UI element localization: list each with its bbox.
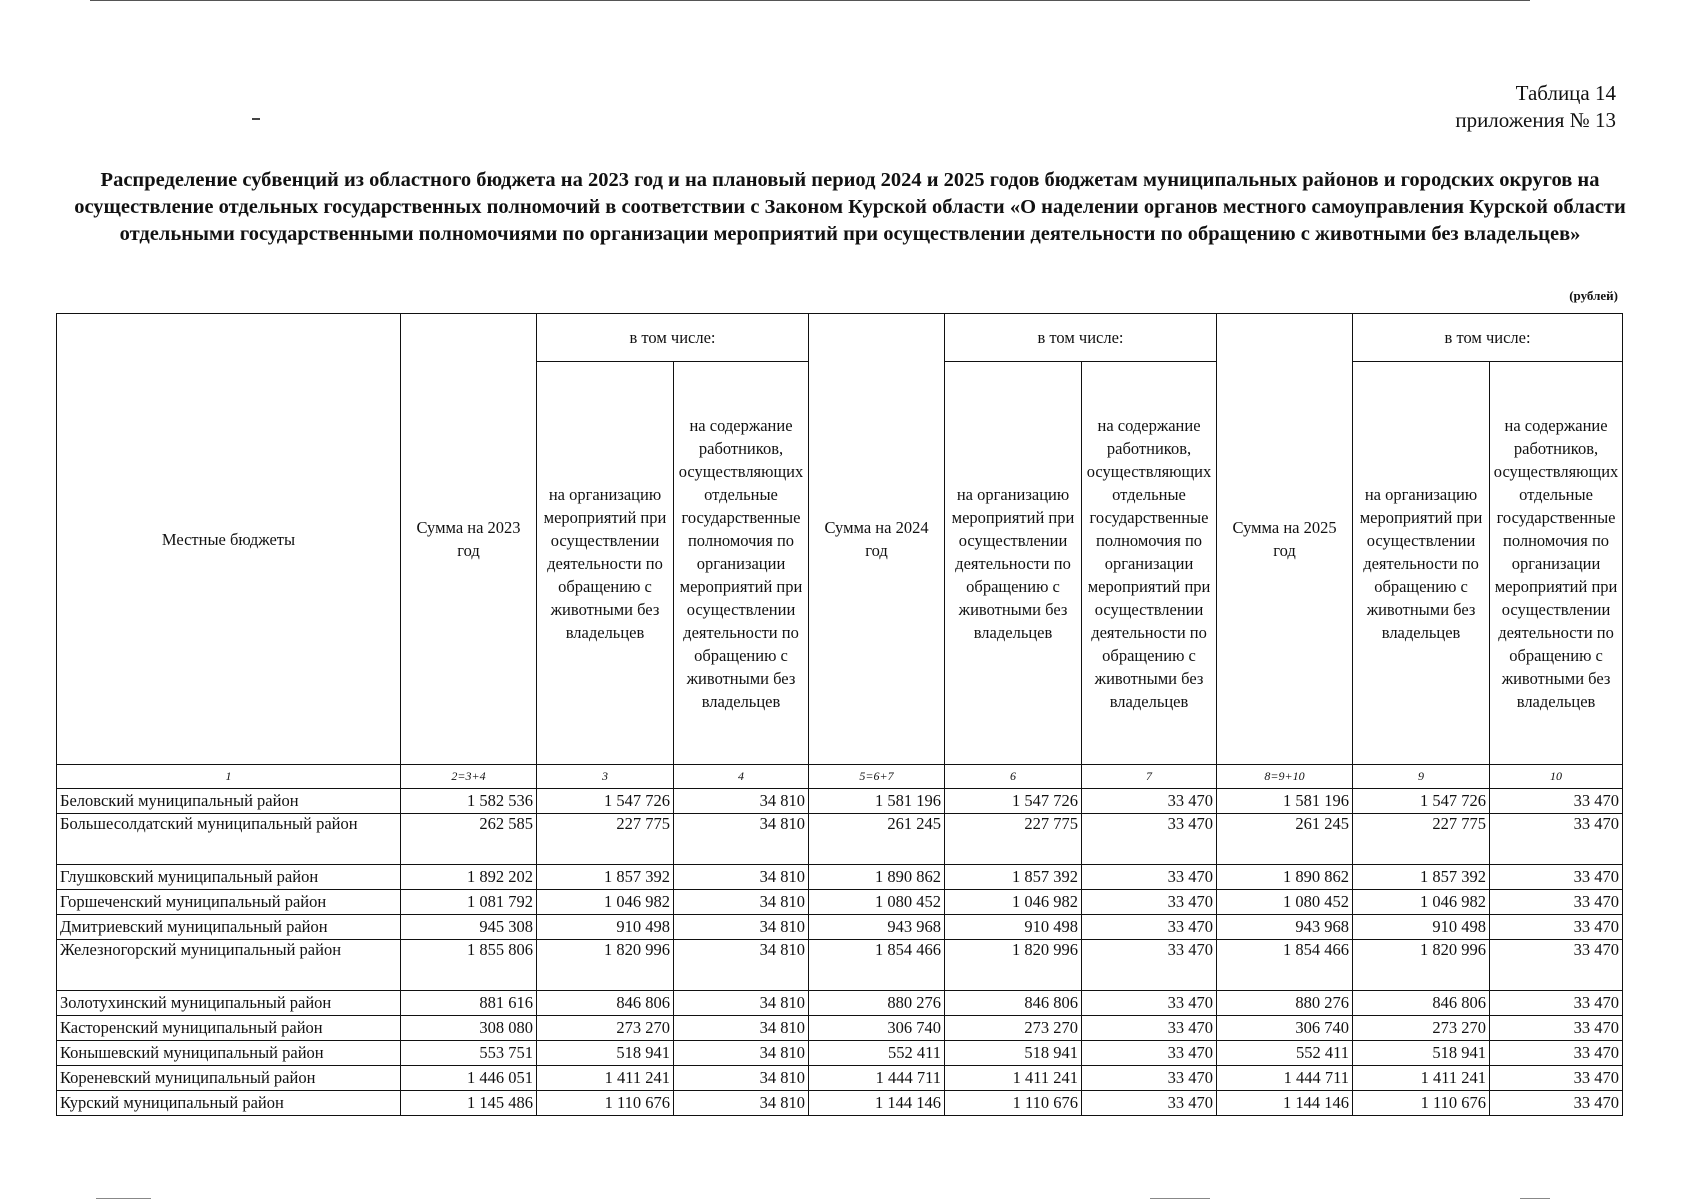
row-budget-name: Конышевский муниципальный район	[57, 1041, 401, 1066]
column-number: 9	[1353, 765, 1490, 789]
row-value-col-5: 1 444 711	[809, 1066, 945, 1091]
header-group-row	[57, 314, 1623, 362]
row-value-col-9: 846 806	[1353, 991, 1490, 1016]
header-sum-2023: Сумма на 2023 год	[401, 314, 537, 765]
column-number: 4	[674, 765, 809, 789]
row-value-col-8: 1 854 466	[1217, 940, 1353, 991]
row-value-col-4: 34 810	[674, 940, 809, 991]
column-number: 8=9+10	[1217, 765, 1353, 789]
table-row	[57, 1041, 1623, 1066]
row-budget-name: Курский муниципальный район	[57, 1091, 401, 1116]
row-value-col-7: 33 470	[1082, 1016, 1217, 1041]
row-value-col-7: 33 470	[1082, 991, 1217, 1016]
row-value-col-4: 34 810	[674, 1041, 809, 1066]
row-value-col-6: 273 270	[945, 1016, 1082, 1041]
scan-mark	[1150, 1198, 1210, 1199]
row-value-col-8: 1 444 711	[1217, 1066, 1353, 1091]
row-value-col-10: 33 470	[1490, 1066, 1623, 1091]
header-including-2023: в том числе:	[537, 314, 809, 362]
table-row	[57, 1016, 1623, 1041]
row-value-col-10: 33 470	[1490, 1091, 1623, 1116]
row-value-col-8: 1 581 196	[1217, 789, 1353, 814]
column-number: 10	[1490, 765, 1623, 789]
row-value-col-5: 552 411	[809, 1041, 945, 1066]
row-value-col-7: 33 470	[1082, 789, 1217, 814]
header-including-2024: в том числе:	[945, 314, 1217, 362]
header-maintenance-2024: на содержание работников, осуществляющих отдельные государственные полномочия по организации мероприятий при осуществлении деятельности по обращению с животными без владельцев	[1082, 362, 1217, 765]
row-value-col-5: 1 581 196	[809, 789, 945, 814]
row-value-col-6: 846 806	[945, 991, 1082, 1016]
row-value-col-2: 1 446 051	[401, 1066, 537, 1091]
row-value-col-8: 1 890 862	[1217, 865, 1353, 890]
row-value-col-7: 33 470	[1082, 940, 1217, 991]
row-value-col-5: 261 245	[809, 814, 945, 865]
header-maintenance-2025: на содержание работников, осуществляющих отдельные государственные полномочия по организации мероприятий при осуществлении деятельности по обращению с животными без владельцев	[1490, 362, 1623, 765]
row-value-col-10: 33 470	[1490, 1016, 1623, 1041]
row-value-col-4: 34 810	[674, 991, 809, 1016]
row-value-col-5: 1 144 146	[809, 1091, 945, 1116]
row-value-col-7: 33 470	[1082, 915, 1217, 940]
row-value-col-4: 34 810	[674, 890, 809, 915]
row-value-col-3: 1 411 241	[537, 1066, 674, 1091]
row-value-col-8: 1 080 452	[1217, 890, 1353, 915]
row-value-col-6: 1 046 982	[945, 890, 1082, 915]
table-row	[57, 1091, 1623, 1116]
row-value-col-3: 273 270	[537, 1016, 674, 1041]
row-value-col-2: 553 751	[401, 1041, 537, 1066]
row-value-col-9: 273 270	[1353, 1016, 1490, 1041]
table-row	[57, 789, 1623, 814]
row-value-col-3: 910 498	[537, 915, 674, 940]
row-value-col-8: 306 740	[1217, 1016, 1353, 1041]
row-value-col-10: 33 470	[1490, 865, 1623, 890]
row-value-col-6: 910 498	[945, 915, 1082, 940]
table-row	[57, 991, 1623, 1016]
row-value-col-3: 518 941	[537, 1041, 674, 1066]
row-value-col-10: 33 470	[1490, 1041, 1623, 1066]
row-value-col-7: 33 470	[1082, 1091, 1217, 1116]
table-row	[57, 890, 1623, 915]
row-budget-name: Горшеченский муниципальный район	[57, 890, 401, 915]
row-value-col-2: 1 145 486	[401, 1091, 537, 1116]
row-value-col-4: 34 810	[674, 915, 809, 940]
row-value-col-5: 1 854 466	[809, 940, 945, 991]
table-row	[57, 865, 1623, 890]
document-title: Распределение субвенций из областного бюджета на 2023 год и на плановый период 2024 и 2025 годов бюджетам муниципальных районов и городских округов на осуществление отдельных государственных полномочий в соответствии с Законом Курской области «О наделении органов местного самоуправления Курской области отдельными государственными полномочиями по организации мероприятий при осуществлении деятельности по обращению с животными без владельцев»	[74, 169, 1626, 245]
row-value-col-9: 1 411 241	[1353, 1066, 1490, 1091]
scan-mark	[252, 118, 260, 120]
row-value-col-2: 945 308	[401, 915, 537, 940]
column-number: 7	[1082, 765, 1217, 789]
row-value-col-5: 306 740	[809, 1016, 945, 1041]
header-local-budgets: Местные бюджеты	[57, 314, 401, 765]
row-value-col-4: 34 810	[674, 814, 809, 865]
scan-mark	[96, 1198, 151, 1199]
row-value-col-6: 227 775	[945, 814, 1082, 865]
row-value-col-9: 910 498	[1353, 915, 1490, 940]
column-number: 1	[57, 765, 401, 789]
row-value-col-7: 33 470	[1082, 1066, 1217, 1091]
row-value-col-3: 1 110 676	[537, 1091, 674, 1116]
row-value-col-7: 33 470	[1082, 890, 1217, 915]
row-value-col-9: 1 857 392	[1353, 865, 1490, 890]
column-number: 3	[537, 765, 674, 789]
table-body	[57, 789, 1623, 1116]
row-budget-name: Дмитриевский муниципальный район	[57, 915, 401, 940]
column-number: 2=3+4	[401, 765, 537, 789]
row-value-col-7: 33 470	[1082, 1041, 1217, 1066]
header-organization-2025: на организацию мероприятий при осуществлении деятельности по обращению с животными без владельцев	[1353, 362, 1490, 765]
row-value-col-5: 1 890 862	[809, 865, 945, 890]
row-value-col-7: 33 470	[1082, 814, 1217, 865]
column-number-row	[57, 765, 1623, 789]
row-value-col-6: 1 857 392	[945, 865, 1082, 890]
row-value-col-3: 846 806	[537, 991, 674, 1016]
row-value-col-6: 1 820 996	[945, 940, 1082, 991]
row-value-col-8: 552 411	[1217, 1041, 1353, 1066]
header-sum-2025: Сумма на 2025 год	[1217, 314, 1353, 765]
row-budget-name: Беловский муниципальный район	[57, 789, 401, 814]
row-value-col-9: 1 110 676	[1353, 1091, 1490, 1116]
row-value-col-4: 34 810	[674, 789, 809, 814]
caption-appendix-number: приложения № 13	[1455, 108, 1616, 132]
row-value-col-10: 33 470	[1490, 940, 1623, 991]
row-value-col-5: 880 276	[809, 991, 945, 1016]
row-value-col-9: 518 941	[1353, 1041, 1490, 1066]
column-number: 5=6+7	[809, 765, 945, 789]
row-value-col-8: 943 968	[1217, 915, 1353, 940]
row-value-col-4: 34 810	[674, 1016, 809, 1041]
row-value-col-2: 262 585	[401, 814, 537, 865]
row-value-col-3: 1 547 726	[537, 789, 674, 814]
row-value-col-8: 1 144 146	[1217, 1091, 1353, 1116]
row-value-col-4: 34 810	[674, 1091, 809, 1116]
row-value-col-3: 1 046 982	[537, 890, 674, 915]
row-budget-name: Глушковский муниципальный район	[57, 865, 401, 890]
row-value-col-10: 33 470	[1490, 991, 1623, 1016]
row-value-col-3: 1 857 392	[537, 865, 674, 890]
row-budget-name: Железногорский муниципальный район	[57, 940, 401, 991]
row-budget-name: Золотухинский муниципальный район	[57, 991, 401, 1016]
row-value-col-9: 1 820 996	[1353, 940, 1490, 991]
row-value-col-6: 518 941	[945, 1041, 1082, 1066]
row-value-col-2: 308 080	[401, 1016, 537, 1041]
column-number: 6	[945, 765, 1082, 789]
top-rule	[90, 0, 1530, 1]
table-row	[57, 1066, 1623, 1091]
header-organization-2023: на организацию мероприятий при осуществлении деятельности по обращению с животными без владельцев	[537, 362, 674, 765]
row-value-col-2: 1 855 806	[401, 940, 537, 991]
row-value-col-10: 33 470	[1490, 789, 1623, 814]
row-value-col-5: 1 080 452	[809, 890, 945, 915]
row-value-col-2: 881 616	[401, 991, 537, 1016]
row-value-col-6: 1 110 676	[945, 1091, 1082, 1116]
subvention-table	[56, 313, 1623, 1116]
row-value-col-10: 33 470	[1490, 915, 1623, 940]
header-maintenance-2023: на содержание работников, осуществляющих отдельные государственные полномочия по организации мероприятий при осуществлении деятельности по обращению с животными без владельцев	[674, 362, 809, 765]
row-value-col-8: 880 276	[1217, 991, 1353, 1016]
row-value-col-2: 1 081 792	[401, 890, 537, 915]
table-row	[57, 915, 1623, 940]
row-budget-name: Кореневский муниципальный район	[57, 1066, 401, 1091]
row-value-col-8: 261 245	[1217, 814, 1353, 865]
row-budget-name: Большесолдатский муниципальный район	[57, 814, 401, 865]
scan-mark	[1520, 1198, 1550, 1199]
caption-table-number: Таблица 14	[1515, 81, 1616, 105]
header-including-2025: в том числе:	[1353, 314, 1623, 362]
table-row	[57, 940, 1623, 991]
header-sum-2024: Сумма на 2024 год	[809, 314, 945, 765]
table-row	[57, 814, 1623, 865]
row-value-col-6: 1 411 241	[945, 1066, 1082, 1091]
row-value-col-2: 1 582 536	[401, 789, 537, 814]
row-value-col-2: 1 892 202	[401, 865, 537, 890]
row-value-col-5: 943 968	[809, 915, 945, 940]
row-value-col-9: 227 775	[1353, 814, 1490, 865]
row-value-col-3: 1 820 996	[537, 940, 674, 991]
row-value-col-7: 33 470	[1082, 865, 1217, 890]
unit-label: (рублей)	[1569, 288, 1618, 303]
row-value-col-3: 227 775	[537, 814, 674, 865]
row-value-col-9: 1 046 982	[1353, 890, 1490, 915]
table-caption	[1455, 80, 1616, 134]
row-value-col-4: 34 810	[674, 1066, 809, 1091]
row-value-col-10: 33 470	[1490, 814, 1623, 865]
header-organization-2024: на организацию мероприятий при осуществлении деятельности по обращению с животными без владельцев	[945, 362, 1082, 765]
row-budget-name: Касторенский муниципальный район	[57, 1016, 401, 1041]
row-value-col-10: 33 470	[1490, 890, 1623, 915]
row-value-col-9: 1 547 726	[1353, 789, 1490, 814]
row-value-col-4: 34 810	[674, 865, 809, 890]
row-value-col-6: 1 547 726	[945, 789, 1082, 814]
